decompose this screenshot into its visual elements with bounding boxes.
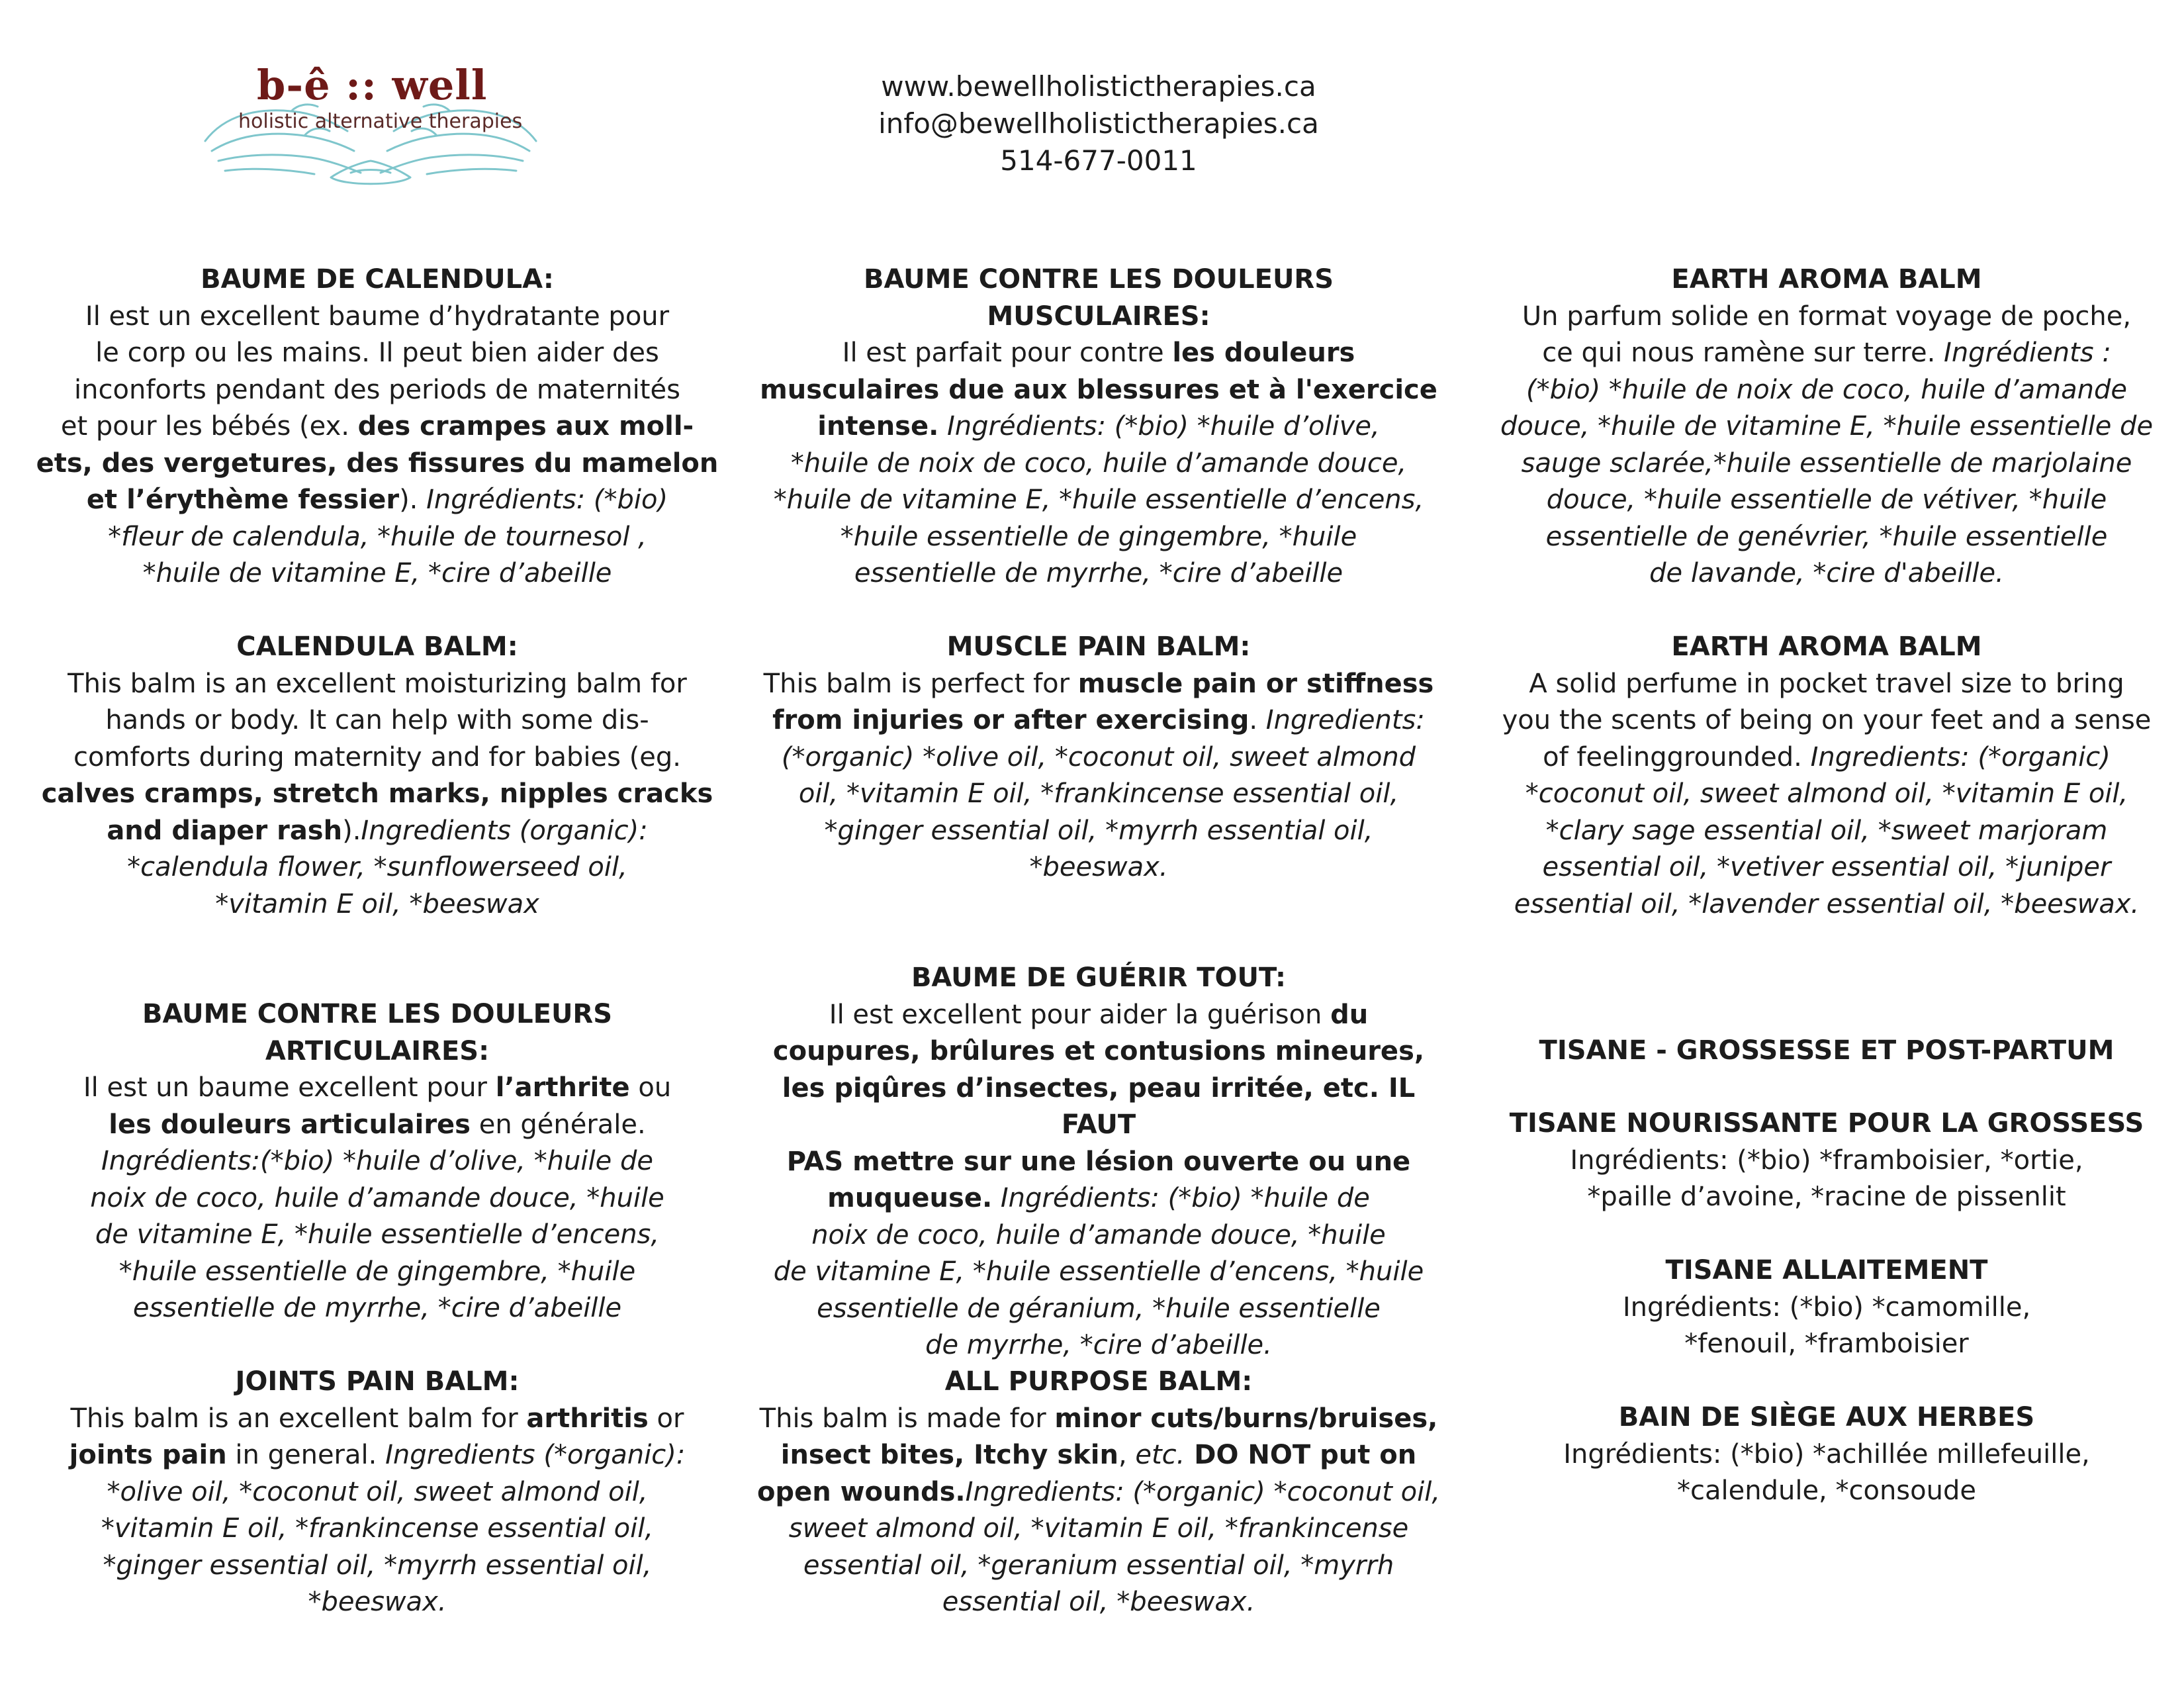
text-segment: muqueuse.: [827, 1183, 993, 1213]
text-segment: Il est un baume excellent pour: [83, 1072, 496, 1103]
section-text-line: [26, 299, 728, 336]
section-text-line: [1476, 519, 2177, 556]
brand-tagline: holistic alternative therapies: [238, 110, 523, 133]
text-segment: coupures, brûlures et contusions mineures,: [772, 1036, 1425, 1066]
section-text-line: [1476, 482, 2177, 519]
section-text-line: [26, 519, 728, 556]
section-text-line: [741, 482, 1456, 519]
text-segment: Ingredients: (*organic) *coconut oil,: [965, 1476, 1441, 1507]
text-segment: essentielle de genévrier, *huile essentielle: [1545, 521, 2108, 552]
text-segment: noix de coco, huile d’amande douce, *huile: [90, 1182, 664, 1213]
section-title: EARTH AROMA BALM: [1671, 264, 1982, 295]
text-segment: *clary sage essential oil, *sweet marjoram: [1545, 815, 2108, 846]
text-segment: of feelinggrounded.: [1543, 741, 1811, 773]
text-segment: insect bites, Itchy skin: [780, 1440, 1118, 1470]
section-text-line: [741, 739, 1456, 776]
section-text-line: [1476, 372, 2177, 409]
section-text-line: [26, 482, 728, 519]
text-segment: Ingrédients :: [1944, 338, 2111, 368]
text-segment: douce, *huile essentielle de vétiver, *huile: [1546, 485, 2107, 515]
text-segment: du: [1330, 999, 1369, 1030]
text-segment: (*organic) *olive oil, *coconut oil, sweet almond: [781, 741, 1416, 773]
section-tisane-nourissante: [1476, 1105, 2177, 1216]
text-segment: en générale.: [471, 1109, 646, 1140]
section-text-line: [1476, 299, 2177, 336]
text-segment: *vitamin E oil, *beeswax: [215, 888, 539, 919]
section-title: BAUME DE GUÉRIR TOUT:: [911, 962, 1287, 993]
section-text-line: [26, 335, 728, 372]
text-segment: comforts during maternity and for babies (eg.: [73, 741, 682, 773]
text-segment: ).: [399, 485, 427, 515]
text-segment: *olive oil, *coconut oil, sweet almond oil,: [107, 1476, 648, 1507]
text-segment: Ingredients:: [1265, 705, 1425, 735]
brand-name: b-ê :: well: [257, 61, 488, 109]
text-segment: et l’érythème fessier: [86, 485, 400, 515]
text-segment: oil, *vitamin E oil, *frankincense essential oil,: [798, 778, 1399, 809]
text-segment: ce qui nous ramène sur terre.: [1542, 338, 1944, 368]
text-segment: intense.: [817, 411, 939, 442]
section-text-line: [1476, 555, 2177, 592]
section-calendula-balm: [26, 629, 728, 923]
section-text-line: [26, 886, 728, 923]
section-text-line: [26, 776, 728, 813]
text-segment: Ingrédients: (*bio) *huile d’olive,: [938, 411, 1380, 442]
section-text-line: [741, 408, 1456, 445]
text-segment: Un parfum solide en format voyage de poche,: [1522, 301, 2132, 332]
section-text-line: [741, 1474, 1456, 1511]
text-segment: essential oil, *geranium essential oil, *myrrh: [803, 1550, 1394, 1581]
section-text-line: [26, 408, 728, 445]
section-text-line: [741, 1511, 1456, 1548]
text-segment: ).: [342, 815, 361, 846]
text-segment: Ingrédients: (*bio) *huile de: [992, 1183, 1370, 1213]
text-segment: ets, des vergetures, des fissures du mamelon: [36, 447, 719, 479]
text-segment: *huile essentielle de gingembre, *huile: [840, 521, 1357, 552]
section-title: BAUME CONTRE LES DOULEURS MUSCULAIRES:: [863, 264, 1334, 332]
section-tisane-allaitement: [1476, 1252, 2177, 1363]
section-text-line: [741, 372, 1456, 409]
text-segment: This balm is made for: [759, 1403, 1055, 1434]
text-segment: *vitamin E oil, *frankincense essential oil,: [101, 1513, 654, 1544]
text-segment: Il est un excellent baume d’hydratante pour: [85, 301, 670, 332]
text-segment: you the scents of being on your feet and a sense: [1502, 705, 2152, 735]
text-segment: DO NOT put on: [1185, 1440, 1417, 1470]
section-text-line: [26, 1143, 728, 1180]
text-segment: ou: [629, 1072, 672, 1103]
text-segment: *ginger essential oil, *myrrh essential oil,: [824, 815, 1373, 846]
text-segment: *fenouil, *framboisier: [1684, 1329, 1969, 1359]
section-text-line: [741, 813, 1456, 850]
text-segment: (*bio) *huile de noix de coco, huile d’amande: [1526, 374, 2127, 405]
section-text-line: [26, 555, 728, 592]
text-segment: de myrrhe, *cire d’abeille.: [925, 1330, 1272, 1360]
section-text-line: [26, 1217, 728, 1254]
text-segment: *coconut oil, sweet almond oil, *vitamin E oil,: [1525, 778, 2128, 809]
text-segment: *huile de vitamine E, *huile essentielle d’encens,: [773, 485, 1424, 515]
text-segment: essential oil, *lavender essential oil, *beeswax.: [1514, 888, 2140, 919]
section-tisane-heading: [1476, 1033, 2177, 1070]
section-earth-aroma-fr: [1476, 261, 2177, 592]
text-segment: *beeswax.: [308, 1587, 447, 1617]
section-muscle-pain-balm: [741, 629, 1456, 886]
text-segment: sauge sclarée,*huile essentielle de marjolaine: [1521, 447, 2132, 479]
section-text-line: [26, 1548, 728, 1585]
phone-number[interactable]: 514-677-0011: [1000, 144, 1197, 177]
section-text-line: [26, 813, 728, 850]
section-earth-aroma-en: [1476, 629, 2177, 923]
section-text-line: [26, 445, 728, 483]
section-text-line: [1476, 886, 2177, 923]
section-all-purpose-balm: [741, 1364, 1456, 1621]
section-bain-siege: [1476, 1399, 2177, 1510]
section-title: ALL PURPOSE BALM:: [944, 1366, 1253, 1397]
text-segment: Ingrédients:(*bio) *huile d’olive, *huile de: [101, 1146, 653, 1176]
text-segment: and diaper rash: [107, 815, 343, 846]
text-segment: des crampes aux moll-: [357, 411, 694, 442]
text-segment: *huile essentielle de gingembre, *huile: [118, 1256, 636, 1287]
section-text-line: [741, 1437, 1456, 1474]
text-segment: or: [648, 1403, 684, 1434]
section-text-line: [26, 1401, 728, 1438]
section-text-line: [741, 1291, 1456, 1328]
section-text-line: [741, 1584, 1456, 1621]
section-text-line: [741, 1401, 1456, 1438]
section-title: BAUME DE CALENDULA:: [201, 264, 554, 295]
section-text-line: [741, 335, 1456, 372]
text-segment: open wounds.: [756, 1476, 966, 1507]
section-text-line: [741, 1254, 1456, 1291]
section-title: TISANE - GROSSESSE ET POST-PARTUM: [1539, 1035, 2115, 1066]
section-text-line: [741, 1033, 1456, 1070]
email-link[interactable]: info@bewellholistictherapies.ca: [878, 107, 1319, 140]
section-title: JOINTS PAIN BALM:: [235, 1366, 520, 1397]
section-text-line: [741, 666, 1456, 703]
text-segment: This balm is an excellent moisturizing balm for: [68, 668, 687, 699]
text-segment: de lavande, *cire d'abeille.: [1649, 558, 2004, 588]
section-text-line: [1476, 408, 2177, 445]
text-segment: les douleurs: [1172, 338, 1355, 368]
text-segment: le corp ou les mains. Il peut bien aider des: [95, 338, 659, 368]
section-title: BAUME CONTRE LES DOULEURS ARTICULAIRES:: [142, 999, 613, 1066]
text-segment: hands or body. It can help with some dis-: [105, 705, 649, 735]
section-title: CALENDULA BALM:: [236, 632, 518, 662]
section-text-line: [741, 1548, 1456, 1585]
text-segment: PAS mettre sur une lésion ouverte ou une: [786, 1146, 1411, 1177]
text-segment: essentielle de myrrhe, *cire d’abeille: [854, 558, 1343, 588]
section-text-line: [1476, 1436, 2177, 1474]
section-title: BAIN DE SIÈGE AUX HERBES: [1618, 1402, 2035, 1432]
text-segment: *ginger essential oil, *myrrh essential oil,: [103, 1550, 652, 1581]
text-segment: essentielle de myrrhe, *cire d’abeille: [132, 1293, 622, 1323]
section-text-line: [26, 1070, 728, 1107]
text-segment: *paille d’avoine, *racine de pissenlit: [1587, 1182, 2066, 1212]
section-text-line: [26, 1107, 728, 1144]
text-segment: Ingrédients: (*bio): [426, 485, 668, 515]
text-segment: de vitamine E, *huile essentielle d’encens,: [95, 1219, 660, 1250]
section-title: TISANE NOURISSANTE POUR LA GROSSESS: [1509, 1108, 2144, 1139]
text-segment: douce, *huile de vitamine E, *huile essentielle de: [1500, 411, 2154, 442]
website-link[interactable]: www.bewellholistictherapies.ca: [881, 70, 1316, 103]
section-text-line: [26, 1437, 728, 1474]
text-segment: et pour les bébés (ex.: [60, 411, 358, 442]
text-segment: from injuries or after exercising: [772, 705, 1250, 735]
section-joints-pain-balm: [26, 1364, 728, 1621]
text-segment: essentielle de géranium, *huile essentielle: [817, 1293, 1381, 1324]
text-segment: musculaires due aux blessures et à l'exercice: [760, 374, 1437, 405]
section-text-line: [741, 1180, 1456, 1217]
text-segment: Ingredients (organic):: [361, 815, 648, 846]
section-text-line: [26, 372, 728, 409]
section-text-line: [1476, 1473, 2177, 1510]
text-segment: .: [1249, 705, 1266, 735]
text-segment: l’arthrite: [495, 1072, 630, 1103]
text-segment: noix de coco, huile d’amande douce, *huile: [811, 1219, 1386, 1250]
section-text-line: [741, 702, 1456, 739]
section-text-line: [741, 849, 1456, 886]
text-segment: sweet almond oil, *vitamin E oil, *frankincense: [788, 1513, 1409, 1544]
section-text-line: [741, 1327, 1456, 1364]
section-text-line: [26, 1254, 728, 1291]
section-baume-articulaires: [26, 996, 728, 1327]
section-text-line: [26, 1584, 728, 1621]
text-segment: Il est excellent pour aider la guérison: [829, 999, 1331, 1030]
text-segment: Ingrédients: (*bio) *framboisier, *ortie,: [1570, 1145, 2083, 1176]
logo: [199, 58, 543, 191]
text-segment: in general.: [226, 1440, 386, 1470]
section-text-line: [26, 702, 728, 739]
section-text-line: [1476, 849, 2177, 886]
section-baume-musculaires: [741, 261, 1456, 592]
text-segment: les piqûres d’insectes, peau irritée, etc. IL FAUT: [782, 1072, 1416, 1140]
text-segment: *beeswax.: [1029, 852, 1168, 882]
text-segment: This balm is perfect for: [763, 668, 1078, 699]
text-segment: essential oil, *beeswax.: [942, 1587, 1255, 1617]
section-text-line: [26, 1290, 728, 1327]
section-title: EARTH AROMA BALM: [1671, 632, 1982, 662]
section-title: TISANE ALLAITEMENT: [1665, 1255, 1988, 1286]
section-text-line: [741, 776, 1456, 813]
section-text-line: [1476, 776, 2177, 813]
text-segment: This balm is an excellent balm for: [70, 1403, 527, 1434]
text-segment: *calendule, *consoude: [1677, 1476, 1976, 1506]
section-text-line: [741, 445, 1456, 483]
section-text-line: [741, 1217, 1456, 1254]
section-text-line: [1476, 813, 2177, 850]
section-text-line: [741, 1070, 1456, 1144]
text-segment: inconforts pendant des periods de maternités: [74, 374, 680, 405]
text-segment: arthritis: [526, 1403, 649, 1434]
text-segment: Ingrédients: (*bio) *camomille,: [1622, 1291, 2031, 1323]
section-text-line: [1476, 1289, 2177, 1327]
text-segment: essential oil, *vetiver essential oil, *juniper: [1542, 852, 2111, 882]
text-segment: de vitamine E, *huile essentielle d’encens, *huile: [773, 1256, 1424, 1287]
section-text-line: [741, 1144, 1456, 1181]
text-segment: *calendula flower, *sunflowerseed oil,: [127, 852, 627, 882]
text-segment: etc.: [1135, 1440, 1185, 1470]
section-text-line: [1476, 335, 2177, 372]
section-text-line: [26, 1474, 728, 1511]
section-text-line: [741, 519, 1456, 556]
text-segment: calves cramps, stretch marks, nipples cracks: [41, 778, 713, 809]
text-segment: *huile de vitamine E, *cire d’abeille: [142, 558, 612, 588]
section-text-line: [26, 849, 728, 886]
text-segment: A solid perfume in pocket travel size to bring: [1529, 668, 2124, 699]
contact-block: [748, 68, 1449, 179]
section-text-line: [1476, 666, 2177, 703]
text-segment: Ingredients (*organic):: [385, 1440, 686, 1470]
text-segment: ,: [1118, 1440, 1136, 1470]
section-text-line: [26, 1180, 728, 1217]
text-segment: muscle pain or stiffness: [1077, 668, 1434, 699]
section-text-line: [1476, 1179, 2177, 1216]
section-text-line: [26, 1511, 728, 1548]
section-text-line: [741, 555, 1456, 592]
section-text-line: [1476, 702, 2177, 739]
section-text-line: [1476, 739, 2177, 776]
text-segment: *huile de noix de coco, huile d’amande douce,: [790, 447, 1407, 479]
text-segment: Il est parfait pour contre: [842, 338, 1173, 368]
text-segment: minor cuts/burns/bruises,: [1054, 1403, 1438, 1434]
section-title: MUSCLE PAIN BALM:: [946, 632, 1251, 662]
section-text-line: [741, 997, 1456, 1034]
text-segment: *fleur de calendula, *huile de tournesol ,: [108, 521, 647, 552]
section-text-line: [26, 739, 728, 776]
section-baume-guerir-tout: [741, 960, 1456, 1364]
text-segment: les douleurs articulaires: [109, 1109, 471, 1140]
text-segment: joints pain: [69, 1440, 227, 1470]
text-segment: Ingrédients: (*bio) *achillée millefeuille,: [1563, 1438, 2090, 1470]
section-text-line: [1476, 1143, 2177, 1180]
text-segment: Ingredients: (*organic): [1810, 741, 2111, 773]
section-text-line: [1476, 1326, 2177, 1363]
section-text-line: [1476, 445, 2177, 483]
section-baume-calendula: [26, 261, 728, 592]
section-text-line: [26, 666, 728, 703]
